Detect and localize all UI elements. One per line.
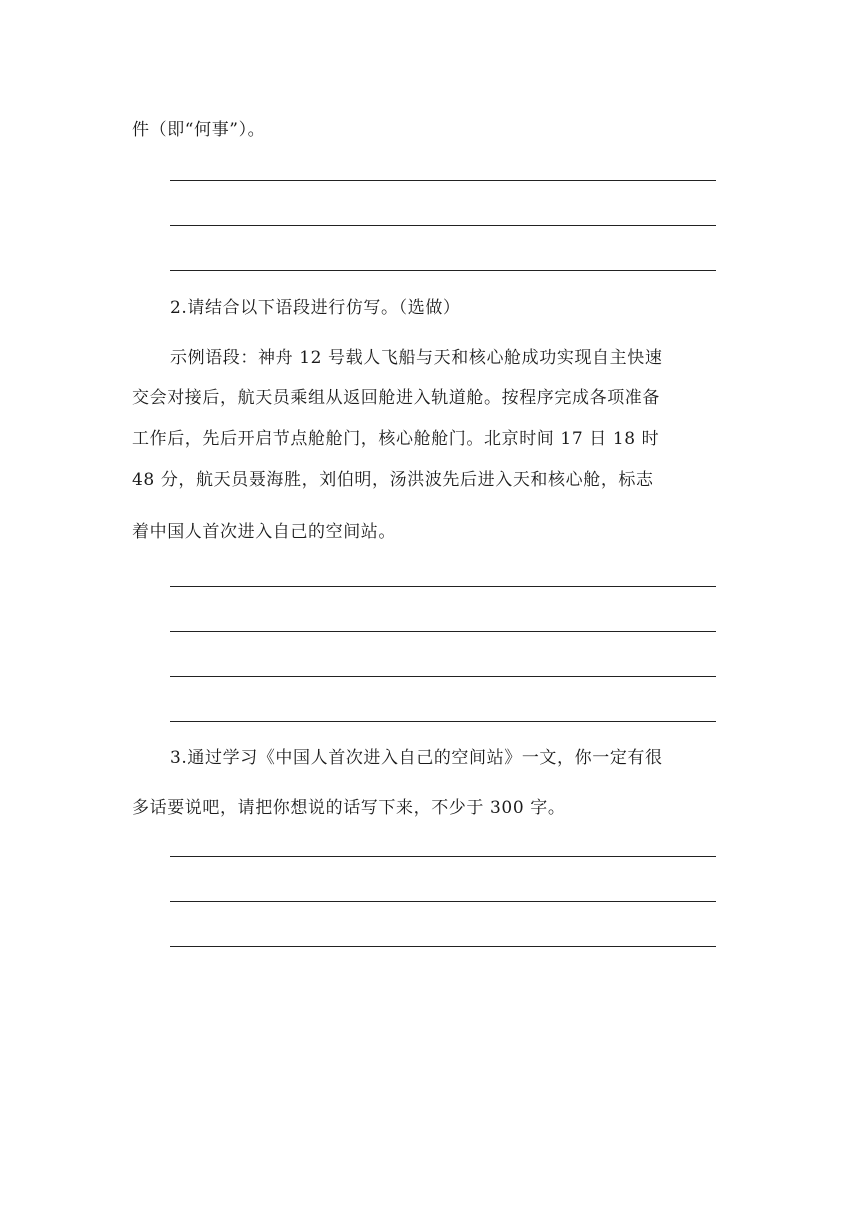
answer-line[interactable] [170,225,716,226]
answer-line[interactable] [170,721,716,722]
answer-line[interactable] [170,946,716,947]
answer-line[interactable] [170,856,716,857]
question-3-line: 多话要说吧，请把你想说的话写下来，不少于 300 字。 [132,798,566,818]
answer-line[interactable] [170,901,716,902]
answer-line[interactable] [170,586,716,587]
example-line: 48 分，航天员聂海胜，刘伯明，汤洪波先后进入天和核心舱，标志 [132,470,654,490]
answer-line[interactable] [170,676,716,677]
example-line: 示例语段：神舟 12 号载人飞船与天和核心舱成功实现自主快速 [170,348,663,368]
example-line: 工作后，先后开启节点舱舱门，核心舱舱门。北京时间 17 日 18 时 [132,429,660,449]
example-line: 交会对接后，航天员乘组从返回舱进入轨道舱。按程序完成各项准备 [132,388,660,408]
answer-line[interactable] [170,180,716,181]
answer-line[interactable] [170,270,716,271]
answer-line[interactable] [170,631,716,632]
example-line: 着中国人首次进入自己的空间站。 [132,522,396,542]
continued-text-fragment: 件（即“何事”）。 [132,120,266,140]
question-2-title: 2.请结合以下语段进行仿写。（选做） [170,298,461,318]
question-3-line: 3.通过学习《中国人首次进入自己的空间站》一文，你一定有很 [170,748,663,768]
